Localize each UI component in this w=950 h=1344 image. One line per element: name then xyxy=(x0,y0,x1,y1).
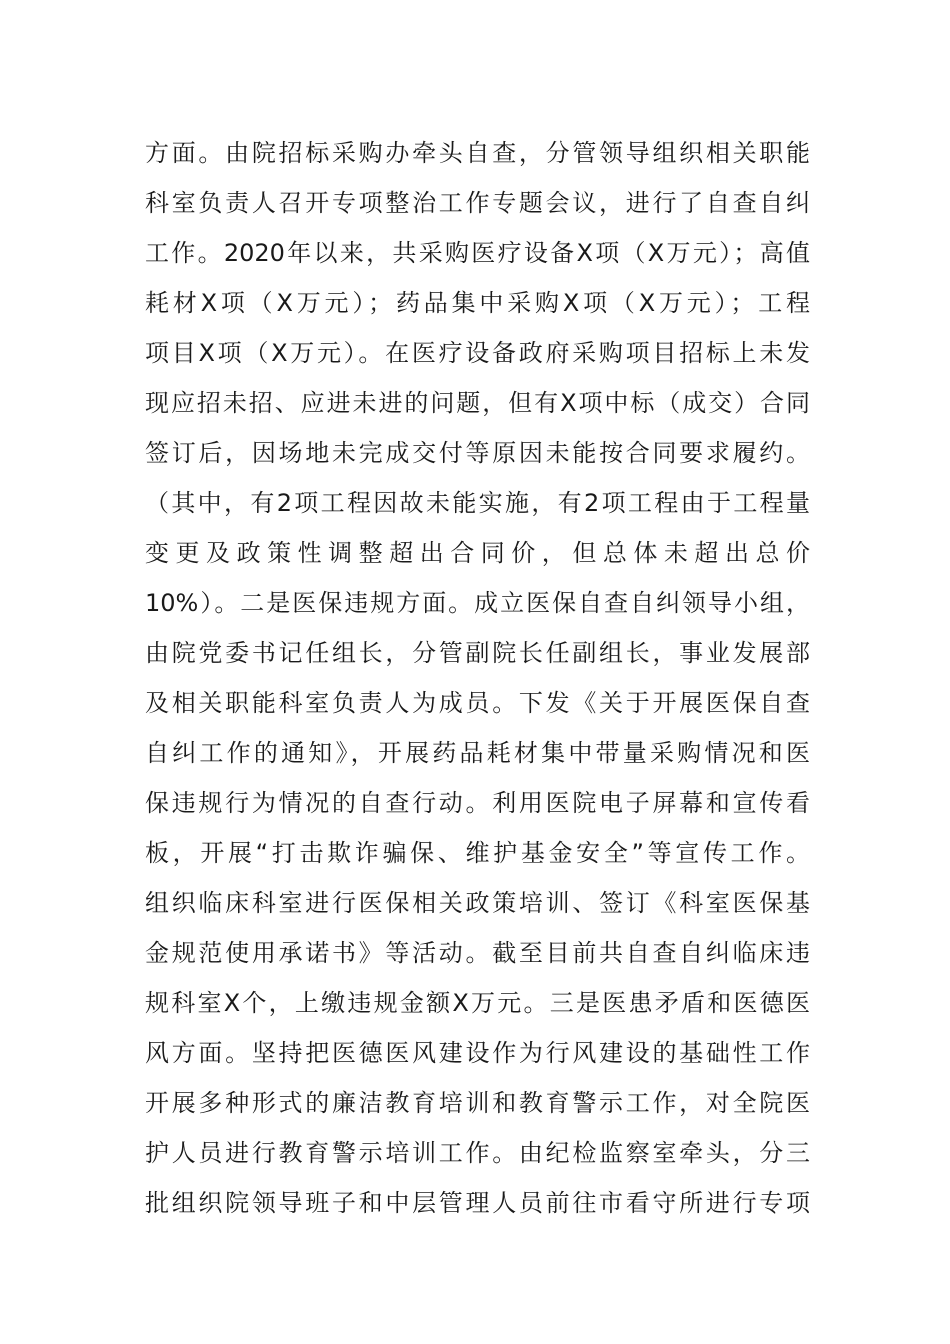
text-line: 自纠工作的通知》，开展药品耗材集中带量采购情况和医 xyxy=(145,739,810,767)
text-line: 工作。2020年以来，共采购医疗设备X项（X万元）；高值 xyxy=(145,239,810,267)
text-line: 规科室X个，上缴违规金额X万元。三是医患矛盾和医德医 xyxy=(145,989,810,1017)
text-line: （其中，有2项工程因故未能实施，有2项工程由于工程量 xyxy=(145,489,810,517)
text-line: 板，开展“打击欺诈骗保、维护基金安全”等宣传工作。 xyxy=(145,839,810,867)
text-line: 组织临床科室进行医保相关政策培训、签订《科室医保基 xyxy=(145,889,810,917)
text-line: 批组织院领导班子和中层管理人员前往市看守所进行专项 xyxy=(145,1189,810,1217)
text-line: 耗材X项（X万元）；药品集中采购X项（X万元）；工程 xyxy=(145,289,810,317)
text-line: 签订后，因场地未完成交付等原因未能按合同要求履约。 xyxy=(145,439,810,467)
text-line: 由院党委书记任组长，分管副院长任副组长，事业发展部 xyxy=(145,639,810,667)
text-line: 现应招未招、应进未进的问题，但有X项中标（成交）合同 xyxy=(145,389,810,417)
text-line: 开展多种形式的廉洁教育培训和教育警示工作，对全院医 xyxy=(145,1089,810,1117)
body-paragraph xyxy=(145,128,810,1228)
text-line: 风方面。坚持把医德医风建设作为行风建设的基础性工作 xyxy=(145,1039,810,1067)
text-line: 护人员进行教育警示培训工作。由纪检监察室牵头，分三 xyxy=(145,1139,810,1167)
text-line: 方面。由院招标采购办牵头自查，分管领导组织相关职能 xyxy=(145,139,810,167)
text-line: 项目X项（X万元）。在医疗设备政府采购项目招标上未发 xyxy=(145,339,810,367)
text-line: 金规范使用承诺书》等活动。截至目前共自查自纠临床违 xyxy=(145,939,810,967)
text-line: 变更及政策性调整超出合同价，但总体未超出总价 xyxy=(145,539,810,567)
text-line: 保违规行为情况的自查行动。利用医院电子屏幕和宣传看 xyxy=(145,789,810,817)
text-line: 及相关职能科室负责人为成员。下发《关于开展医保自查 xyxy=(145,689,810,717)
text-line: 科室负责人召开专项整治工作专题会议，进行了自查自纠 xyxy=(145,189,810,217)
text-line: 10%）。二是医保违规方面。成立医保自查自纠领导小组， xyxy=(145,589,810,617)
